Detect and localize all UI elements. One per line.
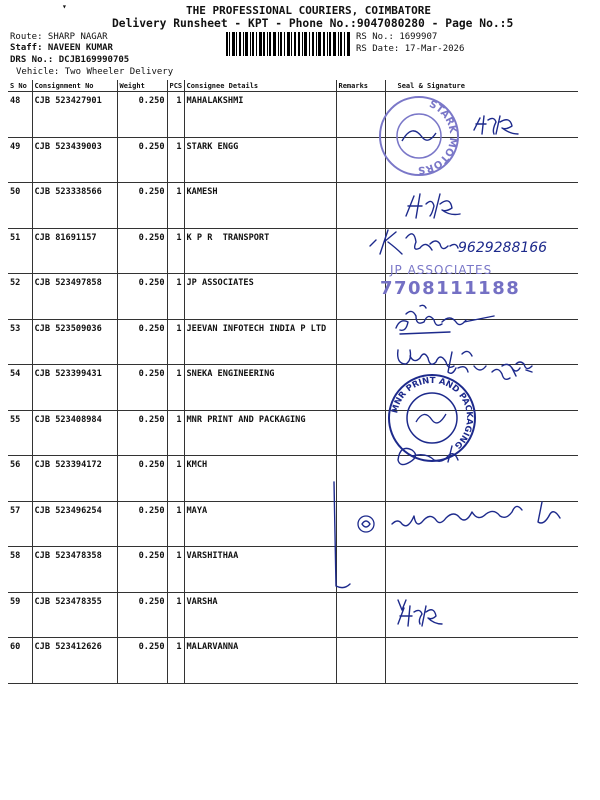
cell-consignment: CJB 523478355 <box>32 592 117 638</box>
cell-sno: 58 <box>8 547 32 593</box>
col-seal-signature: Seal & Signature <box>385 80 578 92</box>
cell-consignment: CJB 523496254 <box>32 501 117 547</box>
cell-weight: 0.250 <box>117 456 167 502</box>
table-row <box>8 547 578 593</box>
cell-sno: 49 <box>8 137 32 183</box>
cell-consignee: JEEVAN INFOTECH INDIA P LTD <box>184 319 336 365</box>
kpr-phone-handwritten: 9629288166 <box>458 240 548 256</box>
rs-number: RS No.: 1699907 <box>356 32 438 42</box>
cell-pcs: 1 <box>167 410 184 456</box>
cell-consignment: CJB 523394172 <box>32 456 117 502</box>
col-weight: Weight <box>117 80 167 92</box>
cell-signature <box>385 638 578 684</box>
cell-consignment: CJB 523497858 <box>32 274 117 320</box>
cell-consignee: STARK ENGG <box>184 137 336 183</box>
cell-weight: 0.250 <box>117 592 167 638</box>
cell-consignment: CJB 523509036 <box>32 319 117 365</box>
cell-consignee: MAYA <box>184 501 336 547</box>
cell-sno: 60 <box>8 638 32 684</box>
cell-consignee: KMCH <box>184 456 336 502</box>
table-row <box>8 592 578 638</box>
cell-consignment: CJB 523408984 <box>32 410 117 456</box>
signature-kamesh <box>400 192 470 222</box>
rs-date: RS Date: 17-Mar-2026 <box>356 44 465 54</box>
signature-varshithaa <box>352 488 582 548</box>
cell-pcs: 1 <box>167 547 184 593</box>
cell-pcs: 1 <box>167 183 184 229</box>
cell-sno: 57 <box>8 501 32 547</box>
cell-sno: 59 <box>8 592 32 638</box>
cell-consignee: VARSHA <box>184 592 336 638</box>
cell-consignee: MALARVANNA <box>184 638 336 684</box>
stark-motors-stamp <box>378 95 460 177</box>
cell-consignment: CJB 81691157 <box>32 228 117 274</box>
cell-weight: 0.250 <box>117 319 167 365</box>
route-label: Route: SHARP NAGAR <box>10 32 108 42</box>
table-row <box>8 410 578 456</box>
col-consignee: Consignee Details <box>184 80 336 92</box>
date-scribble <box>400 362 520 386</box>
cell-consignment: CJB 523338566 <box>32 183 117 229</box>
cell-weight: 0.250 <box>117 638 167 684</box>
mnr-stamp-text: MNR PRINT AND PACKAGING <box>390 375 475 451</box>
cell-consignment: CJB 523412626 <box>32 638 117 684</box>
stark-stamp-text: STARK MOTORS <box>417 99 459 176</box>
cell-consignee: K P R TRANSPORT <box>184 228 336 274</box>
cell-pcs: 1 <box>167 501 184 547</box>
cell-remarks <box>336 274 385 320</box>
col-consignment: Consignment No <box>32 80 117 92</box>
cell-pcs: 1 <box>167 137 184 183</box>
col-pcs: PCS <box>167 80 184 92</box>
col-remarks: Remarks <box>336 80 385 92</box>
cell-consignee: JP ASSOCIATES <box>184 274 336 320</box>
vehicle-label: Vehicle: Two Wheeler Delivery <box>16 67 174 77</box>
cell-consignee: SNEKA ENGINEERING <box>184 365 336 411</box>
cell-consignee: VARSHITHAA <box>184 547 336 593</box>
signature-kmch <box>392 440 472 472</box>
cell-pcs: 1 <box>167 319 184 365</box>
cell-pcs: 1 <box>167 274 184 320</box>
cell-signature <box>385 547 578 593</box>
cell-pcs: 1 <box>167 456 184 502</box>
cell-consignment: CJB 523427901 <box>32 92 117 138</box>
cell-weight: 0.250 <box>117 137 167 183</box>
cell-remarks <box>336 319 385 365</box>
cell-weight: 0.250 <box>117 410 167 456</box>
cell-sno: 53 <box>8 319 32 365</box>
cell-sno: 52 <box>8 274 32 320</box>
jp-stamp-phone: 7708111188 <box>380 278 521 299</box>
cell-remarks <box>336 410 385 456</box>
cell-remarks <box>336 592 385 638</box>
cell-pcs: 1 <box>167 365 184 411</box>
cell-remarks <box>336 638 385 684</box>
table-row <box>8 183 578 229</box>
cell-consignee: KAMESH <box>184 183 336 229</box>
cell-sno: 54 <box>8 365 32 411</box>
tick-mark: ▾ <box>62 2 67 11</box>
cell-consignment: CJB 523399431 <box>32 365 117 411</box>
cell-sno: 50 <box>8 183 32 229</box>
cell-remarks <box>336 365 385 411</box>
cell-remarks <box>336 183 385 229</box>
jp-stamp-name: JP ASSOCIATES <box>390 263 493 277</box>
staff-label: Staff: NAVEEN KUMAR <box>10 43 113 53</box>
col-sno: S No <box>8 80 32 92</box>
cell-sno: 51 <box>8 228 32 274</box>
cell-consignment: CJB 523478358 <box>32 547 117 593</box>
cell-pcs: 1 <box>167 638 184 684</box>
cell-pcs: 1 <box>167 92 184 138</box>
drs-label: DRS No.: DCJB169990705 <box>10 55 130 65</box>
cell-pcs: 1 <box>167 592 184 638</box>
cell-sno: 48 <box>8 92 32 138</box>
barcode <box>226 32 352 56</box>
cell-weight: 0.250 <box>117 547 167 593</box>
cell-sno: 56 <box>8 456 32 502</box>
cell-consignee: MNR PRINT AND PACKAGING <box>184 410 336 456</box>
signature-mahalakshmi <box>470 112 530 138</box>
signature-malarvanna <box>394 596 444 628</box>
cell-weight: 0.250 <box>117 274 167 320</box>
cell-consignment: CJB 523439003 <box>32 137 117 183</box>
cell-weight: 0.250 <box>117 183 167 229</box>
signature-kpr-transport <box>366 224 586 260</box>
signature-jeevan-infotech <box>390 304 500 340</box>
table-header-row <box>8 80 578 92</box>
cell-weight: 0.250 <box>117 365 167 411</box>
table-row <box>8 137 578 183</box>
cell-pcs: 1 <box>167 228 184 274</box>
runsheet-title: Delivery Runsheet - KPT - Phone No.:9047080280 - Page No.:5 <box>112 17 514 30</box>
table-row <box>8 638 578 684</box>
cell-consignee: MAHALAKSHMI <box>184 92 336 138</box>
cell-weight: 0.250 <box>117 501 167 547</box>
company-name: THE PROFESSIONAL COURIERS, COIMBATORE <box>186 4 432 17</box>
cell-sno: 55 <box>8 410 32 456</box>
cell-weight: 0.250 <box>117 92 167 138</box>
cell-weight: 0.250 <box>117 228 167 274</box>
